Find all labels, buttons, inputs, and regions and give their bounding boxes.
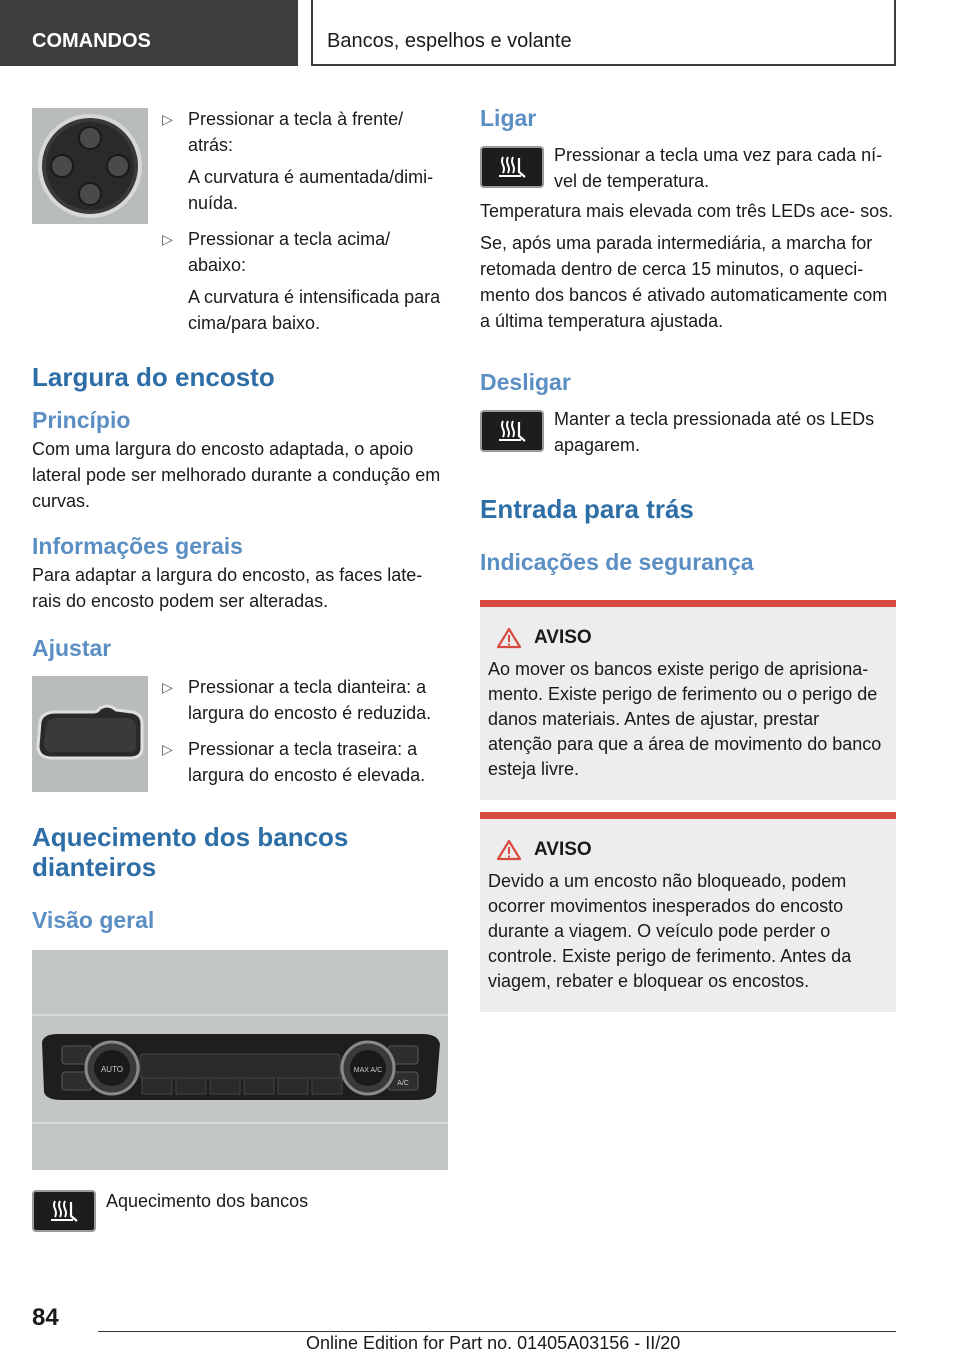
right-column — [480, 100, 896, 1012]
seat-heating-key — [32, 1190, 96, 1232]
page-number: 84 — [32, 1304, 59, 1331]
left-column — [32, 100, 448, 1232]
width-switch-image — [32, 676, 148, 792]
warning-text: Ao mover os bancos existe perigo de aprisiona‐ mento. Existe perigo de ferimento ou o perigo de danos materiais. Antes de ajustar, prestar atenção para que a área de movimento do banco esteja livre. — [488, 659, 882, 779]
adjust-heading: Ajustar — [32, 635, 112, 661]
off-text: Manter a tecla pressionada até os LEDs apagarem. — [554, 409, 875, 455]
width-block — [32, 676, 448, 792]
principle-heading: Princípio — [32, 407, 131, 433]
bullet-triangle-icon: ▷ — [162, 111, 173, 127]
width-switch-icon — [32, 676, 148, 792]
auto-label: AUTO — [100, 1065, 124, 1074]
warning-box — [480, 812, 896, 1012]
warning-triangle-icon — [496, 839, 522, 861]
safety-heading: Indicações de segurança — [480, 549, 754, 575]
general-text: Para adaptar a largura do encosto, as faces late‐ rais do encosto podem ser alteradas. — [32, 565, 423, 611]
list-item: ▷ Pressionar a tecla dianteira: a largura do encosto é reduzida. — [158, 674, 448, 726]
list-item: ▷ Pressionar a tecla acima/ abaixo: A curvatura é intensificada para cima/para baixo. — [158, 226, 448, 336]
ac-label: A/C — [397, 1080, 409, 1087]
seat-heating-icon — [495, 418, 529, 444]
heating-key-caption: Aquecimento dos bancos — [106, 1191, 309, 1211]
page-header — [0, 0, 960, 66]
bullet-triangle-icon: ▷ — [162, 231, 173, 247]
warning-title: AVISO — [534, 627, 592, 648]
footer-edition: Online Edition for Part no. 01405A03156 - II/20 — [306, 1333, 681, 1353]
on-text: Pressionar a tecla uma vez para cada ní‐ vel de temperatura. — [554, 145, 883, 191]
heating-key-row — [32, 1190, 448, 1232]
principle-text: Com uma largura do encosto adaptada, o apoio lateral pode ser melhorado durante a condução em curvas. — [32, 439, 441, 511]
on-text-2: Temperatura mais elevada com três LEDs ace‐ sos. — [480, 201, 894, 221]
width-heading: Largura do encosto — [32, 362, 275, 392]
off-key-row — [480, 410, 896, 458]
footer-divider — [98, 1331, 896, 1332]
seat-heating-key — [480, 410, 544, 452]
rear-heading: Entrada para trás — [480, 494, 694, 524]
seat-heating-key — [480, 146, 544, 188]
section-tab: COMANDOS — [0, 0, 298, 66]
chapter-title: Bancos, espelhos e volante — [311, 0, 896, 66]
warning-title: AVISO — [534, 839, 592, 860]
off-heading: Desligar — [480, 369, 571, 395]
seat-heating-icon — [47, 1198, 81, 1224]
bullet-triangle-icon: ▷ — [162, 741, 173, 757]
list-item: ▷ Pressionar a tecla traseira: a largura do encosto é elevada. — [158, 736, 448, 788]
lumbar-block — [32, 100, 448, 336]
on-key-row — [480, 146, 896, 194]
bullet-triangle-icon: ▷ — [162, 679, 173, 695]
general-heading: Informações gerais — [32, 533, 243, 559]
heating-heading: Aquecimento dos bancos dianteiros — [32, 822, 349, 882]
climate-panel-illustration — [32, 950, 448, 1170]
warning-box — [480, 600, 896, 800]
on-heading: Ligar — [480, 105, 537, 131]
warning-triangle-icon — [496, 627, 522, 649]
list-item: ▷ Pressionar a tecla à frente/ atrás: A curvatura é aumentada/dimi‐ nuída. — [158, 106, 448, 216]
on-text-3: Se, após uma parada intermediária, a marcha for retomada dentro de cerca 15 minutos, o aqueci‐ mento dos bancos é ativado automaticamente com a última temperatura ajustada. — [480, 233, 888, 331]
climate-panel-image — [32, 950, 448, 1170]
lumbar-switch-icon — [32, 108, 148, 224]
seat-heating-icon — [495, 154, 529, 180]
lumbar-switch-image — [32, 108, 148, 224]
max-ac-label: MAX A/C — [353, 1067, 383, 1074]
warning-text: Devido a um encosto não bloqueado, podem ocorrer movimentos inesperados do encosto durante a viagem. O veículo pode perder o controle. Existe perigo de ferimento. Antes da viagem, rebater e bloquear os encostos. — [488, 871, 852, 991]
overview-heading: Visão geral — [32, 907, 155, 933]
